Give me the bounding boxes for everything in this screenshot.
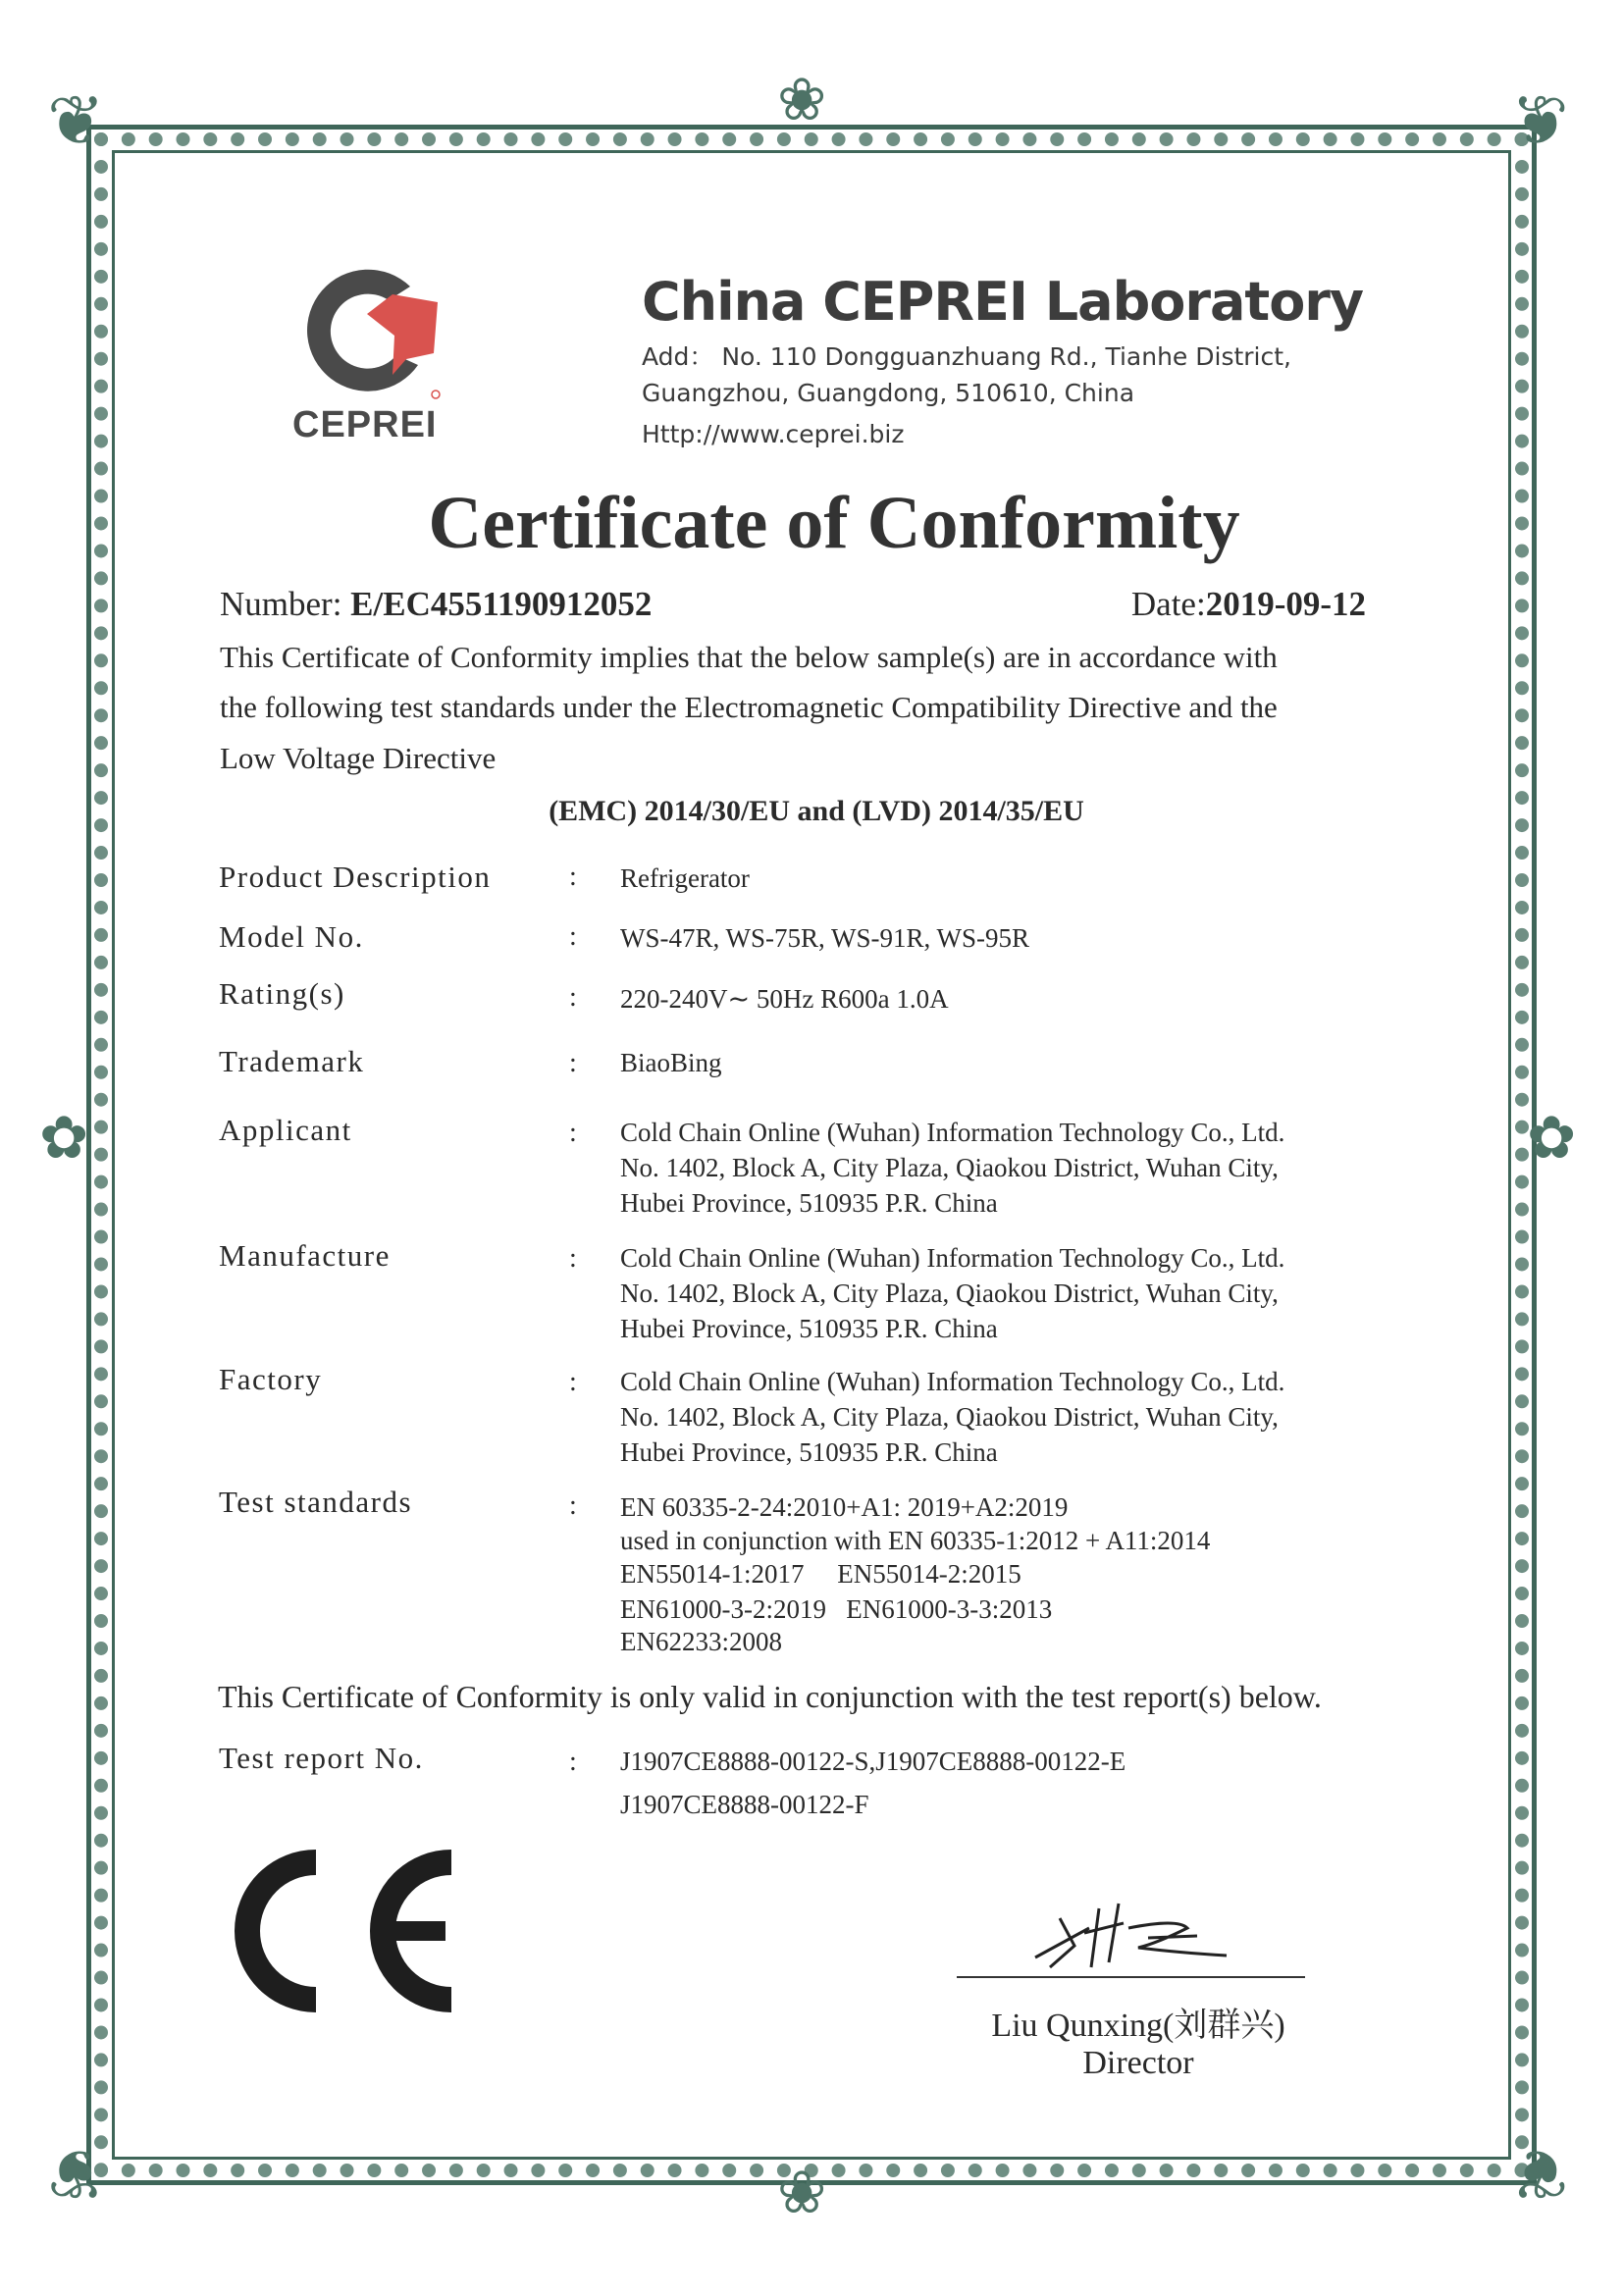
signatory-title: Director [1082,2045,1194,2081]
field-value: No. 1402, Block A, City Plaza, Qiaokou District, Wuhan City, [620,1153,1279,1182]
colon: : [569,1243,577,1274]
field-label: Applicant [219,1113,352,1147]
field-value: No. 1402, Block A, City Plaza, Qiaokou District, Wuhan City, [620,1278,1279,1308]
test-report-number: J1907CE8888-00122-F [620,1790,869,1819]
logo-text: CEPREI [292,404,438,445]
colon: : [569,1048,577,1078]
certificate-title: Certificate of Conformity [428,482,1240,564]
field-label: Model No. [219,919,364,954]
field-label: Manufacture [219,1238,391,1273]
field-label: Product Description [219,860,492,894]
field-label: Test standards [219,1485,413,1519]
corner-ornament-icon: ❦ [1511,2133,1569,2214]
standard-line: EN 60335-2-24:2010+A1: 2019+A2:2019 [620,1492,1069,1522]
field-value: Cold Chain Online (Wuhan) Information Technology Co., Ltd. [620,1243,1285,1273]
field-value: Hubei Province, 510935 P.R. China [620,1314,998,1343]
ceprei-logo-mark-icon [290,257,457,414]
field-value: Cold Chain Online (Wuhan) Information Technology Co., Ltd. [620,1367,1285,1396]
corner-ornament-icon: ❦ [47,2133,105,2214]
field-value: Hubei Province, 510935 P.R. China [620,1188,998,1218]
side-ornament-icon: ✿ [1527,1104,1577,1173]
certificate-date [1131,585,1366,624]
date-label: Date: [1130,585,1206,623]
ceprei-logo [290,257,457,453]
bottom-ornament-icon: ❀ [777,2159,827,2227]
field-label: Trademark [219,1044,365,1078]
colon: : [569,1367,577,1397]
field-value: WS-47R, WS-75R, WS-91R, WS-95R [620,923,1030,953]
colon: : [569,982,577,1013]
statement-line: This Certificate of Conformity implies that the below sample(s) are in accordance with [220,640,1278,674]
website-link[interactable]: Http://www.ceprei.biz [642,420,905,448]
field-label: Factory [219,1362,323,1396]
colon: : [569,1118,577,1148]
test-report-label: Test report No. [219,1741,424,1775]
colon: : [569,861,577,892]
number-value: E/EC4551190912052 [350,585,653,623]
field-value: 220-240V∼ 50Hz R600a 1.0A [620,984,949,1014]
field-value: Cold Chain Online (Wuhan) Information Technology Co., Ltd. [620,1118,1285,1147]
date-value: 2019-09-12 [1205,585,1366,623]
field-value: Refrigerator [620,863,750,893]
standard-line: EN55014-1:2017 EN55014-2:2015 [620,1559,1021,1589]
side-ornament-icon: ✿ [39,1104,89,1173]
address-line: Add： No. 110 Dongguanzhuang Rd., Tianhe District, [642,342,1291,371]
top-ornament-icon: ❀ [777,66,827,134]
number-label: Number: [220,585,351,623]
colon: : [569,1747,577,1777]
standard-line: EN62233:2008 [620,1627,782,1656]
field-label: Rating(s) [219,976,345,1011]
corner-ornament-icon: ❦ [1511,80,1569,161]
address-line: Guangzhou, Guangdong, 510610, China [642,379,1135,407]
signatory-name: Liu Qunxing(刘群兴) [991,2008,1285,2044]
standard-line: EN61000-3-2:2019 EN61000-3-3:2013 [620,1594,1053,1624]
validity-statement: This Certificate of Conformity is only valid in conjunction with the test report(s) below. [218,1679,1322,1714]
field-value: BiaoBing [620,1048,722,1077]
field-value: No. 1402, Block A, City Plaza, Qiaokou District, Wuhan City, [620,1402,1279,1432]
signature-icon [1030,1899,1241,1977]
corner-ornament-icon: ❦ [47,80,105,161]
signature-line [957,1976,1305,1978]
ce-mark-icon [218,1843,463,2019]
test-report-number: J1907CE8888-00122-S,J1907CE8888-00122-E [620,1747,1126,1776]
lab-name: China CEPREI Laboratory [642,271,1364,333]
directives: (EMC) 2014/30/EU and (LVD) 2014/35/EU [549,795,1084,827]
colon: : [569,921,577,952]
certificate-number [220,585,652,624]
statement-line: Low Voltage Directive [220,741,497,775]
field-value: Hubei Province, 510935 P.R. China [620,1437,998,1467]
statement-line: the following test standards under the Electromagnetic Compatibility Directive and the [220,690,1278,724]
standard-line: used in conjunction with EN 60335-1:2012 + A11:2014 [620,1526,1211,1555]
colon: : [569,1490,577,1521]
